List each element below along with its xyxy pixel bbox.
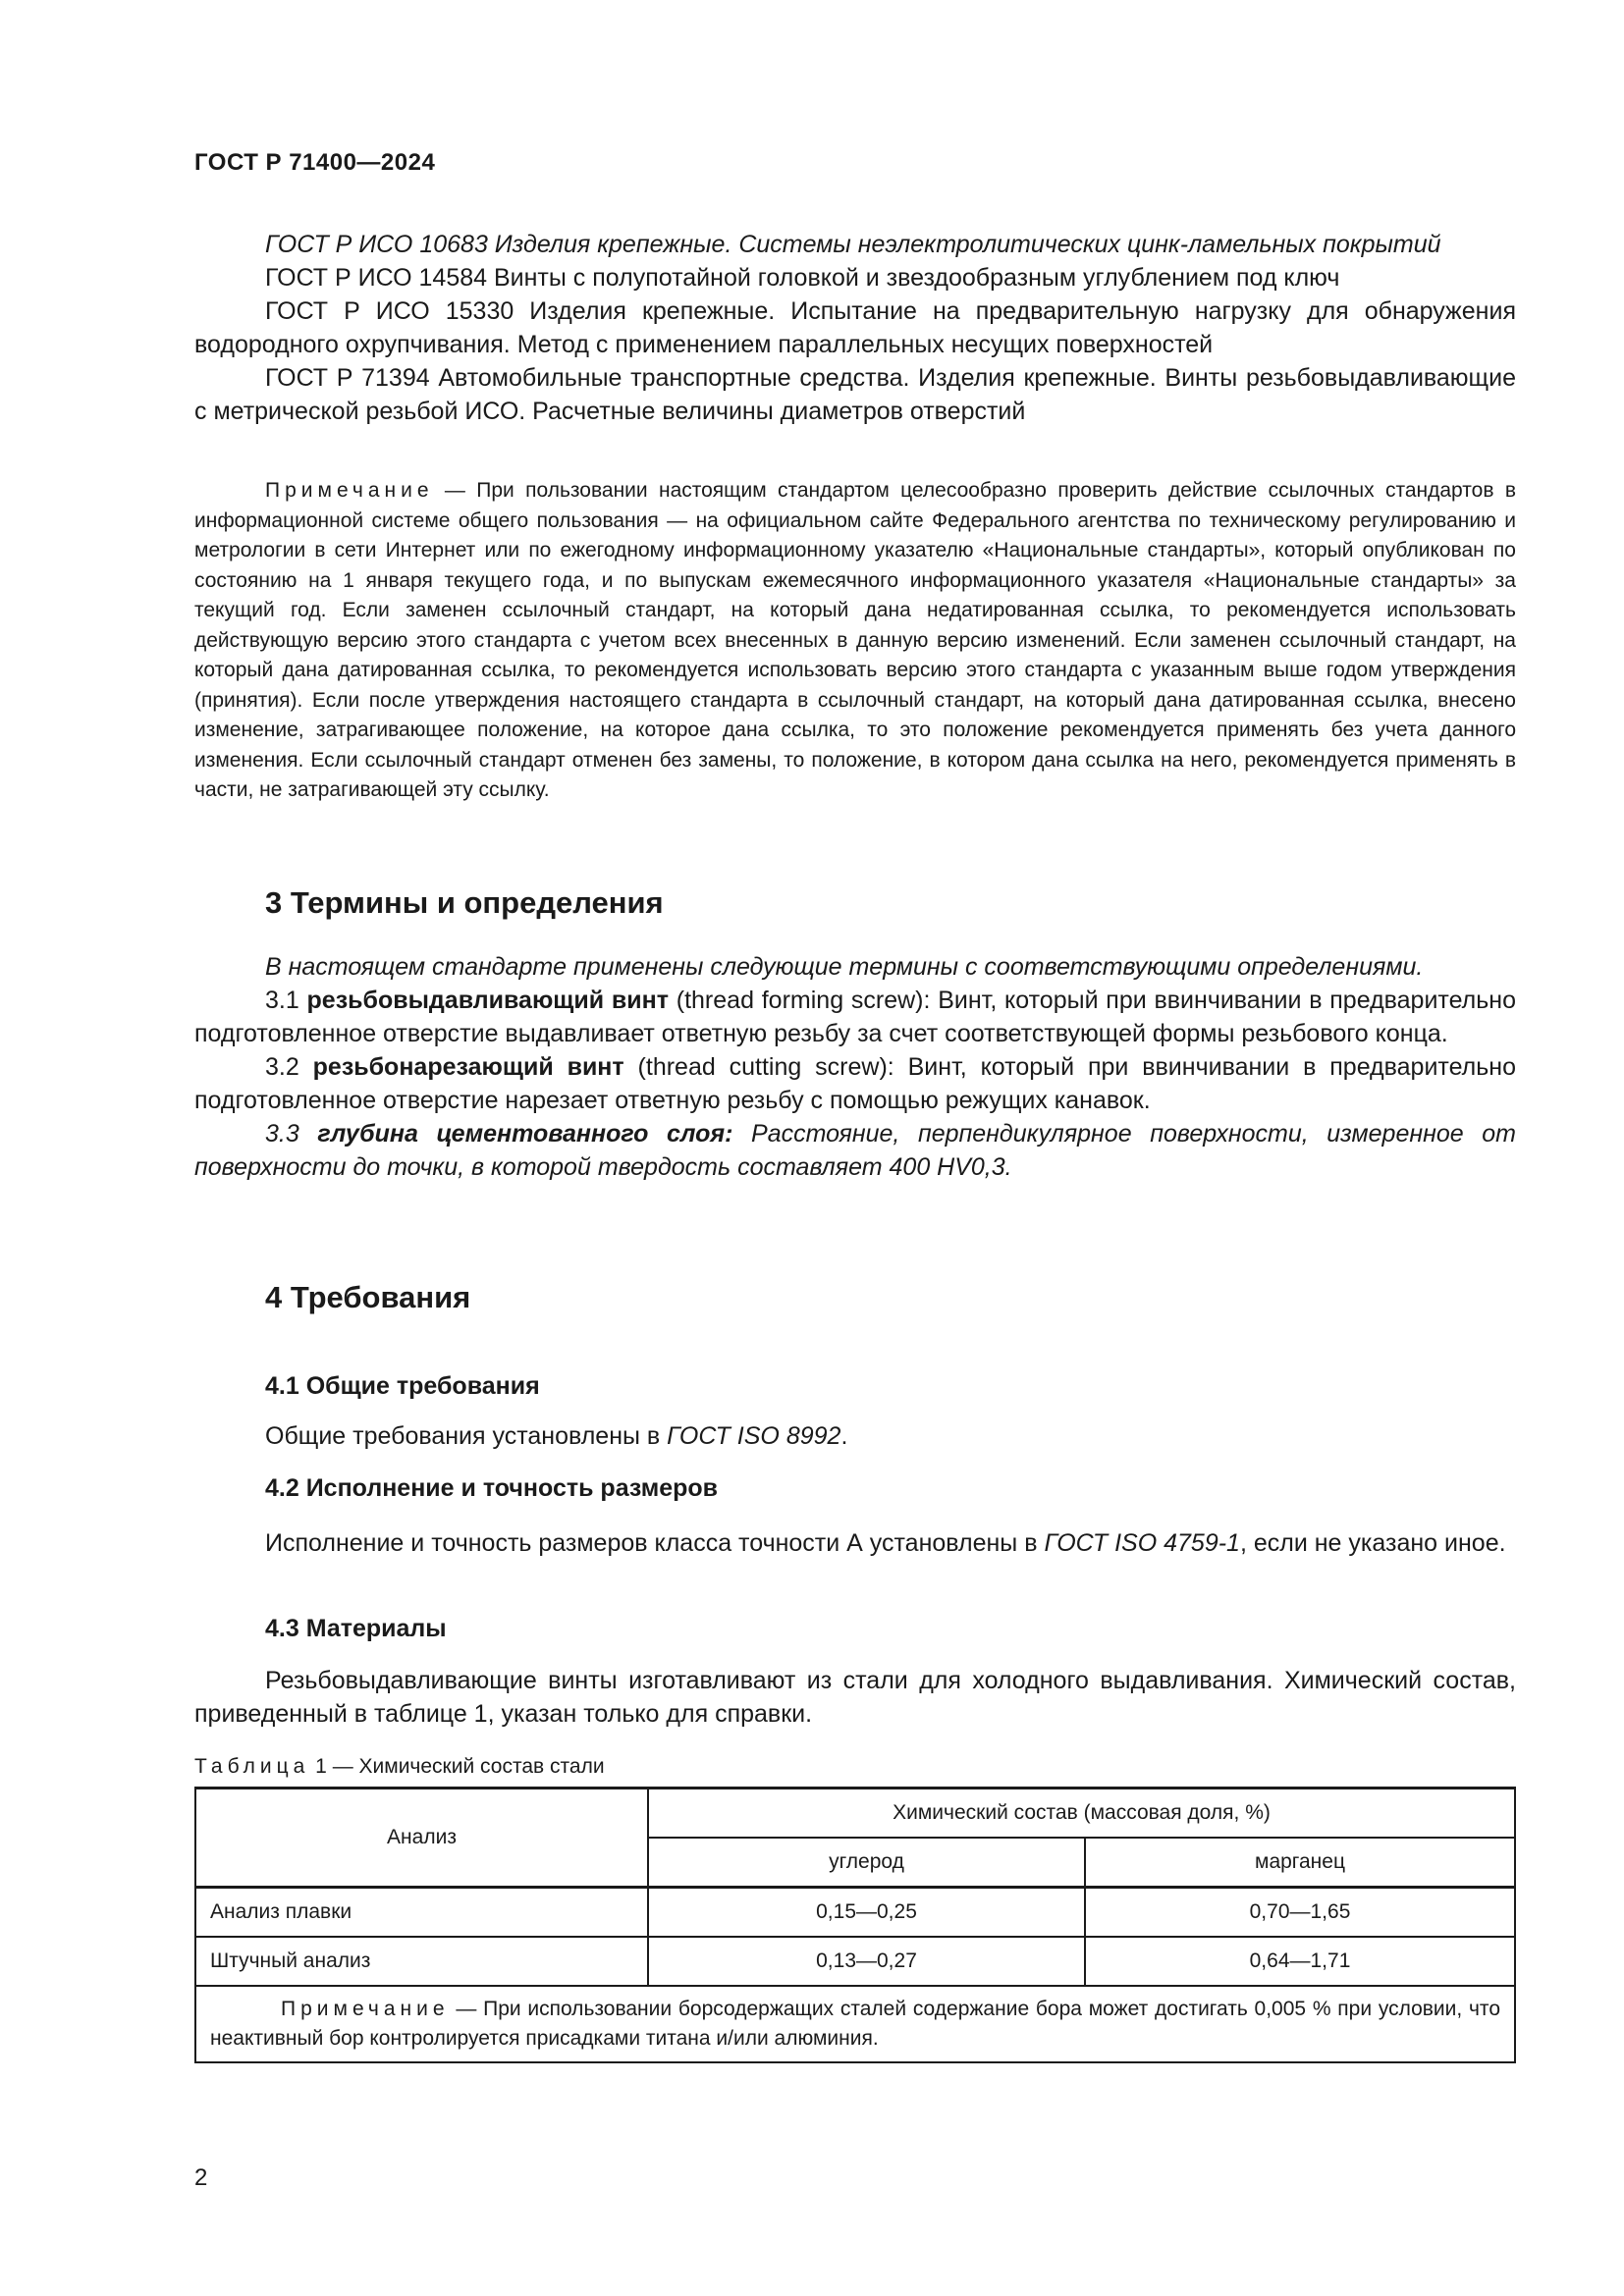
term-name: глубина цементованного слоя: [317,1120,733,1148]
subsection-4-1-body: Общие требования установлены в ГОСТ ISO 8992. [265,1422,848,1450]
section-3-title: 3 Термины и определения [265,885,664,920]
chemical-composition-table [194,1787,1516,2063]
note-label: Примечание [265,479,434,502]
subsection-4-3 [194,1615,1516,1643]
references-list [194,228,1516,428]
term-3-2: 3.2 резьбонарезающий винт (thread cutting screw): Винт, который при ввинчивании в предварительно подготовленное отверстие нарезает ответную резьбу с помощью режущих канавок. [194,1053,1516,1114]
table-row [195,1937,1515,1986]
term-3-1: 3.1 резьбовыдавливающий винт (thread forming screw): Винт, который при ввинчивании в предварительно подготовленное отверстие выдавливает ответную резьбу за счет соответствующей формы резьбового конца. [194,987,1516,1047]
reference-item: ГОСТ Р ИСО 10683 Изделия крепежные. Системы неэлектролитических цинк-ламельных покрытий [265,231,1441,258]
page-number: 2 [194,2164,208,2191]
reference-item: ГОСТ Р ИСО 14584 Винты с полупотайной головкой и звездообразным углублением под ключ [265,264,1340,292]
row-name: Штучный анализ [195,1937,648,1986]
header-composition: Химический состав (массовая доля, %) [648,1789,1515,1839]
header-manganese: марганец [1085,1838,1515,1888]
table-row [195,1888,1515,1938]
subsection-4-3-body: Резьбовыдавливающие винты изготавливают из стали для холодного выдавливания. Химический состав, приведенный в таблице 1, указан только для справки. [194,1667,1516,1728]
term-name: резьбовыдавливающий винт [306,987,669,1014]
row-name: Анализ плавки [195,1888,648,1938]
document-header: ГОСТ Р 71400—2024 [194,149,436,176]
section-4-title: 4 Требования [265,1280,471,1314]
reference-item: ГОСТ Р ИСО 15330 Изделия крепежные. Испытание на предварительную нагрузку для обнаружения водородного охрупчивания. Метод с применением параллельных несущих поверхностей [194,297,1516,358]
term-definition: Расстояние, перпендикулярное поверхности, измеренное от поверхности до точки, в которой твердость составляет 400 HV0,3. [194,1120,1516,1181]
subsection-4-2-body: Исполнение и точность размеров класса точности А установлены в ГОСТ ISO 4759-1, если не указано иное. [265,1529,1506,1557]
reference-item: ГОСТ Р 71394 Автомобильные транспортные средства. Изделия крепежные. Винты резьбовыдавливающие с метрической резьбой ИСО. Расчетные величины диаметров отверстий [194,364,1516,425]
subsection-4-1-title: 4.1 Общие требования [265,1372,540,1400]
table-caption: Таблица 1 — Химический состав стали [194,1755,605,1778]
standard-reference: ГОСТ ISO 8992 [667,1422,841,1450]
term-definition: (thread cutting screw): Винт, который при ввинчивании в предварительно подготовленное отверстие нарезает ответную резьбу с помощью режущих канавок. [194,1053,1516,1114]
subsection-4-3-title: 4.3 Материалы [265,1615,447,1642]
manganese-value: 0,64—1,71 [1085,1937,1515,1986]
term-definition: (thread forming screw): Винт, который при ввинчивании в предварительно подготовленное отверстие выдавливает ответную резьбу за счет соответствующей формы резьбового конца. [194,987,1516,1047]
header-analysis: Анализ [195,1789,648,1888]
manganese-value: 0,70—1,65 [1085,1888,1515,1938]
table-note: Примечание — При использовании борсодержащих сталей содержание бора может достигать 0,005 % при условии, что неактивный бор контролируется присадками титана и/или алюминия. [195,1986,1515,2062]
section-3-intro: В настоящем стандарте применены следующие термины с соответствующими определениями. [265,953,1424,981]
references-note [194,476,1516,806]
subsection-4-2-title: 4.2 Исполнение и точность размеров [265,1474,719,1502]
subsection-4-1 [194,1372,1516,1401]
header-carbon: углерод [648,1838,1085,1888]
section-3-body [194,950,1516,1184]
term-3-3: 3.3 глубина цементованного слоя: Расстояние, перпендикулярное поверхности, измеренное от поверхности до точки, в которой твердость составляет 400 HV0,3. [194,1120,1516,1181]
term-name: резьбонарезающий винт [312,1053,624,1081]
standard-reference: ГОСТ ISO 4759-1 [1044,1529,1240,1557]
section-4 [194,1280,1516,1315]
table-note-row [195,1986,1515,2062]
carbon-value: 0,15—0,25 [648,1888,1085,1938]
note-text: — При пользовании настоящим стандартом целесообразно проверить действие ссылочных стандартов в информационной системе общего пользования — на официальном сайте Федерального агентства по техническому регулированию и метрологии в сети Интернет или по ежегодному информационному указателю «Национальные стандарты», который опубликован по состоянию на 1 января текущего года, и по выпускам ежемесячного информационного указателя «Национальные стандарты» за текущий год. Если заменен ссылочный стандарт, на который дана недатированная ссылка, то рекомендуется использовать действующую версию этого стандарта с учетом всех внесенных в данную версию изменений. Если заменен ссылочный стандарт, на который дана датированная ссылка, то рекомендуется использовать версию этого стандарта с указанным выше годом утверждения (принятия). Если после утверждения настоящего стандарта в ссылочный стандарт, на который дана датированная ссылка, внесено изменение, затрагивающее положение, на которое дана ссылка, то это положение рекомендуется применять без учета данного изменения. Если ссылочный стандарт отменен без замены, то положение, в котором дана ссылка на него, рекомендуется применять в части, не затрагивающей эту ссылку. [194,479,1516,801]
section-3 [194,885,1516,921]
carbon-value: 0,13—0,27 [648,1937,1085,1986]
subsection-4-2 [194,1474,1516,1503]
